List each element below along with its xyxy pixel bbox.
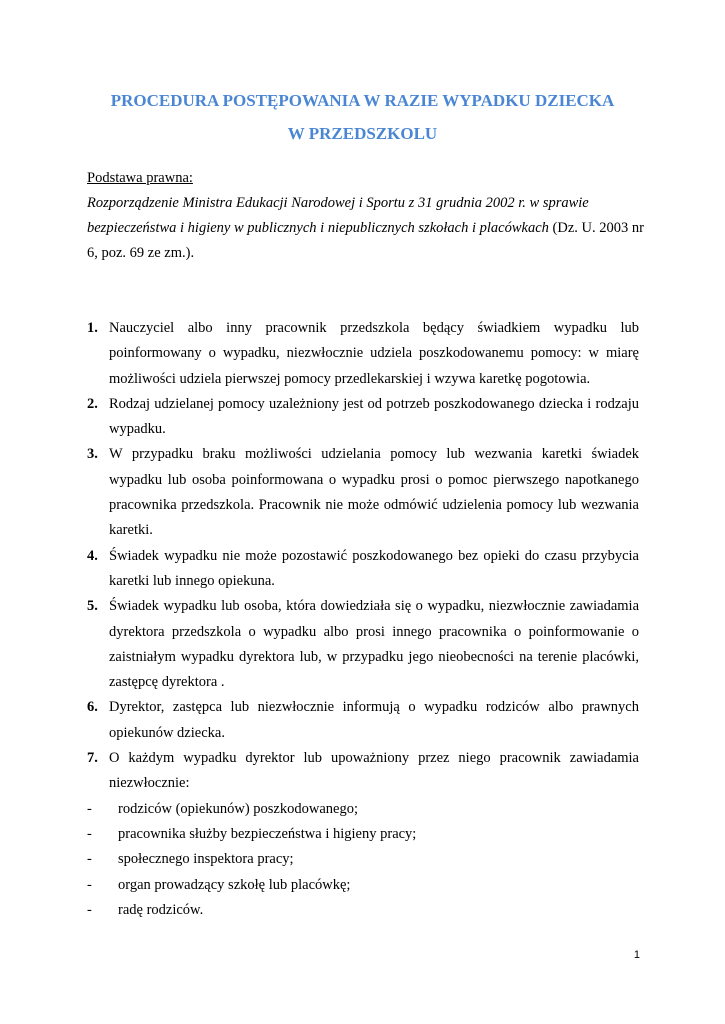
procedure-list [87, 316, 639, 923]
page-number: 1 [633, 949, 640, 961]
item-text: W przypadku braku możliwości udzielania pomocy lub wezwania karetki świadek wypadku lub osoba poinformowana o wypadku prosi o pomoc pierwszego napotkanego pracownika przedszkola. Pracownik nie może odmówić udzielenia pomocy lub wezwania karetki. [109, 446, 639, 539]
notification-recipient [87, 898, 639, 923]
dash-marker: - [87, 876, 92, 893]
item-text: Nauczyciel albo inny pracownik przedszkola będący świadkiem wypadku lub poinformowany o wypadku, niezwłocznie udziela poszkodowanemu pomocy: w miarę możliwości udziela pierwszej pomocy przedlekarskiej i wzywa karetkę pogotowia. [109, 320, 639, 387]
legal-basis-text [87, 191, 647, 266]
document-title [60, 84, 665, 150]
item-number: 1. [87, 320, 98, 336]
recipient-text: radę rodziców. [118, 901, 204, 918]
legal-act-reference: (Dz. U. 2003 nr 6, poz. 69 ze zm.). [87, 220, 644, 261]
title-line-2: W PRZEDSZKOLU [287, 124, 438, 143]
item-text: Świadek wypadku nie może pozostawić poszkodowanego bez opieki do czasu przybycia karetki lub innego opiekuna. [109, 547, 639, 589]
dash-marker: - [87, 825, 92, 842]
recipient-text: rodziców (opiekunów) poszkodowanego; [118, 800, 358, 817]
item-number: 6. [87, 699, 98, 716]
item-text: Dyrektor, zastępca lub niezwłocznie informują o wypadku rodziców albo prawnych opiekunów dziecka. [109, 699, 639, 741]
legal-basis [87, 166, 647, 266]
notification-recipient [87, 873, 639, 898]
notification-recipient [87, 822, 639, 847]
dash-marker: - [87, 851, 92, 868]
item-text: Rodzaj udzielanej pomocy uzależniony jest od potrzeb poszkodowanego dziecka i rodzaju wypadku. [109, 395, 639, 438]
recipient-text: organ prowadzący szkołę lub placówkę; [118, 876, 351, 893]
item-text: Świadek wypadku lub osoba, która dowiedziała się o wypadku, niezwłocznie zawiadamia dyrektora przedszkola o wypadku albo prosi innego pracownika o poinformowanie o zaistniałym wypadku dyrektora lub, w przypadku jego nieobecności na terenie placówki, zastępcę dyrektora . [109, 598, 639, 691]
title-line-1: PROCEDURA POSTĘPOWANIA W RAZIE WYPADKU DZIECKA [110, 91, 615, 110]
item-number: 4. [87, 547, 98, 564]
item-number: 5. [87, 598, 98, 615]
item-number: 7. [87, 750, 98, 767]
notification-recipient [87, 847, 639, 872]
legal-act-title: Rozporządzenie Ministra Edukacji Narodowej i Sportu z 31 grudnia 2002 r. w sprawie bezpieczeństwa i higieny w publicznych i niepublicznych szkołach i placówkach [87, 195, 589, 236]
item-number: 3. [87, 446, 98, 463]
list-item [87, 746, 639, 797]
list-item [87, 544, 639, 595]
item-number: 2. [87, 395, 98, 412]
notification-recipient [87, 797, 639, 822]
list-item [87, 442, 639, 543]
list-item [87, 594, 639, 695]
legal-basis-label: Podstawa prawna: [87, 170, 193, 186]
dash-marker: - [87, 901, 92, 918]
list-item [87, 392, 639, 443]
list-item [87, 316, 639, 392]
dash-marker: - [87, 800, 92, 817]
recipient-text: społecznego inspektora pracy; [118, 851, 294, 868]
item-text: O każdym wypadku dyrektor lub upoważniony przez niego pracownik zawiadamia niezwłocznie: [109, 750, 639, 792]
list-item [87, 695, 639, 746]
recipient-text: pracownika służby bezpieczeństwa i higieny pracy; [118, 825, 417, 842]
